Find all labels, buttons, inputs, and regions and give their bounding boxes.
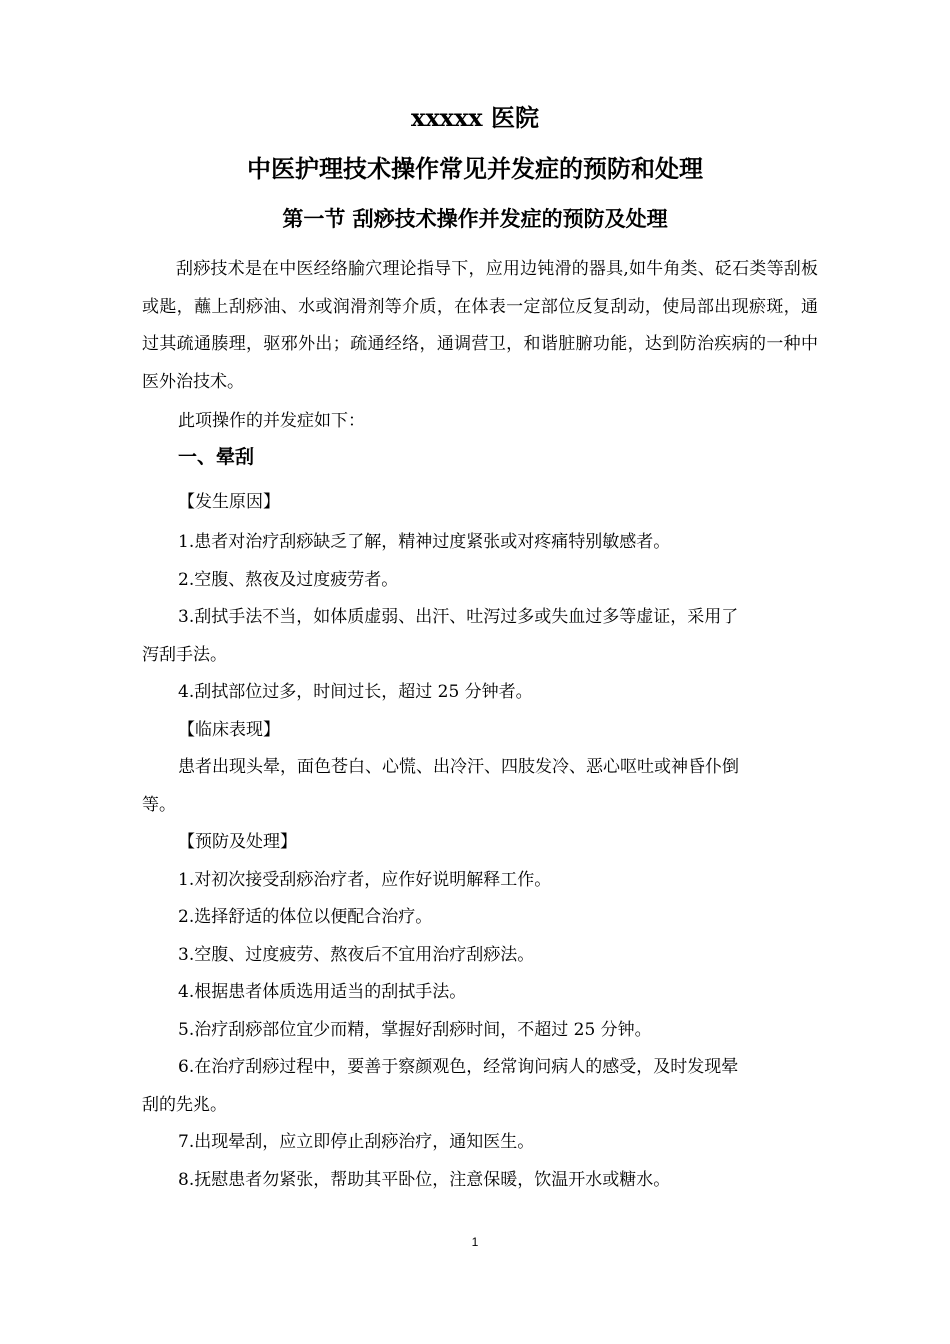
prevention-item: 5.治疗刮痧部位宜少而精，掌握好刮痧时间，不超过 25 分钟。 — [178, 1020, 652, 1040]
cause-item: 2.空腹、熬夜及过度疲劳者。 — [178, 570, 399, 590]
page-number: 1 — [471, 1235, 479, 1249]
prevention-item: 6.在治疗刮痧过程中，要善于察颜观色，经常询问病人的感受，及时发现晕 — [178, 1057, 739, 1077]
cause-item: 4.刮拭部位过多，时间过长，超过 25 分钟者。 — [178, 682, 533, 702]
prevention-item: 1.对初次接受刮痧治疗者，应作好说明解释工作。 — [178, 870, 552, 890]
prevention-item-continued: 刮的先兆。 — [142, 1095, 227, 1115]
prevention-item: 8.抚慰患者勿紧张，帮助其平卧位，注意保暖，饮温开水或糖水。 — [178, 1170, 671, 1190]
prevention-item: 4.根据患者体质选用适当的刮拭手法。 — [178, 982, 467, 1002]
section-title: 第一节 刮痧技术操作并发症的预防及处理 — [282, 206, 668, 231]
symptoms-text: 患者出现头晕，面色苍白、心慌、出冷汗、四肢发冷、恶心呕吐或神昏仆倒 — [178, 757, 739, 777]
cause-item: 3.刮拭手法不当，如体质虚弱、出汗、吐泻过多或失血过多等虚证，采用了 — [178, 607, 739, 627]
complication-heading: 一、晕刮 — [178, 446, 255, 468]
cause-item-continued: 泻刮手法。 — [142, 645, 227, 665]
prevention-label: 【预防及处理】 — [178, 832, 297, 852]
symptoms-label: 【临床表现】 — [178, 720, 280, 740]
prevention-item: 2.选择舒适的体位以便配合治疗。 — [178, 907, 433, 927]
causes-label: 【发生原因】 — [178, 492, 280, 512]
prevention-item: 7.出现晕刮，应立即停止刮痧治疗，通知医生。 — [178, 1132, 535, 1152]
prevention-item: 3.空腹、过度疲劳、熬夜后不宜用治疗刮痧法。 — [178, 945, 535, 965]
hospital-title: xxxxx 医院 — [411, 103, 539, 132]
main-title: 中医护理技术操作常见并发症的预防和处理 — [247, 154, 703, 183]
cause-item: 1.患者对治疗刮痧缺乏了解，精神过度紧张或对疼痛特别敏感者。 — [178, 532, 671, 552]
intro-paragraph-block — [142, 251, 818, 401]
complications-intro: 此项操作的并发症如下： — [178, 411, 365, 431]
intro-paragraph: 刮痧技术是在中医经络腧穴理论指导下，应用边钝滑的器具,如牛角类、砭石类等刮板或匙，蘸上刮痧油、水或润滑剂等介质，在体表一定部位反复刮动，使局部出现瘀斑，通过其疏通腠理，驱邪外出；疏通经络，通调营卫，和谐脏腑功能，达到防治疾病的一种中医外治技术。 — [142, 259, 818, 392]
symptoms-text-continued: 等。 — [142, 795, 176, 815]
